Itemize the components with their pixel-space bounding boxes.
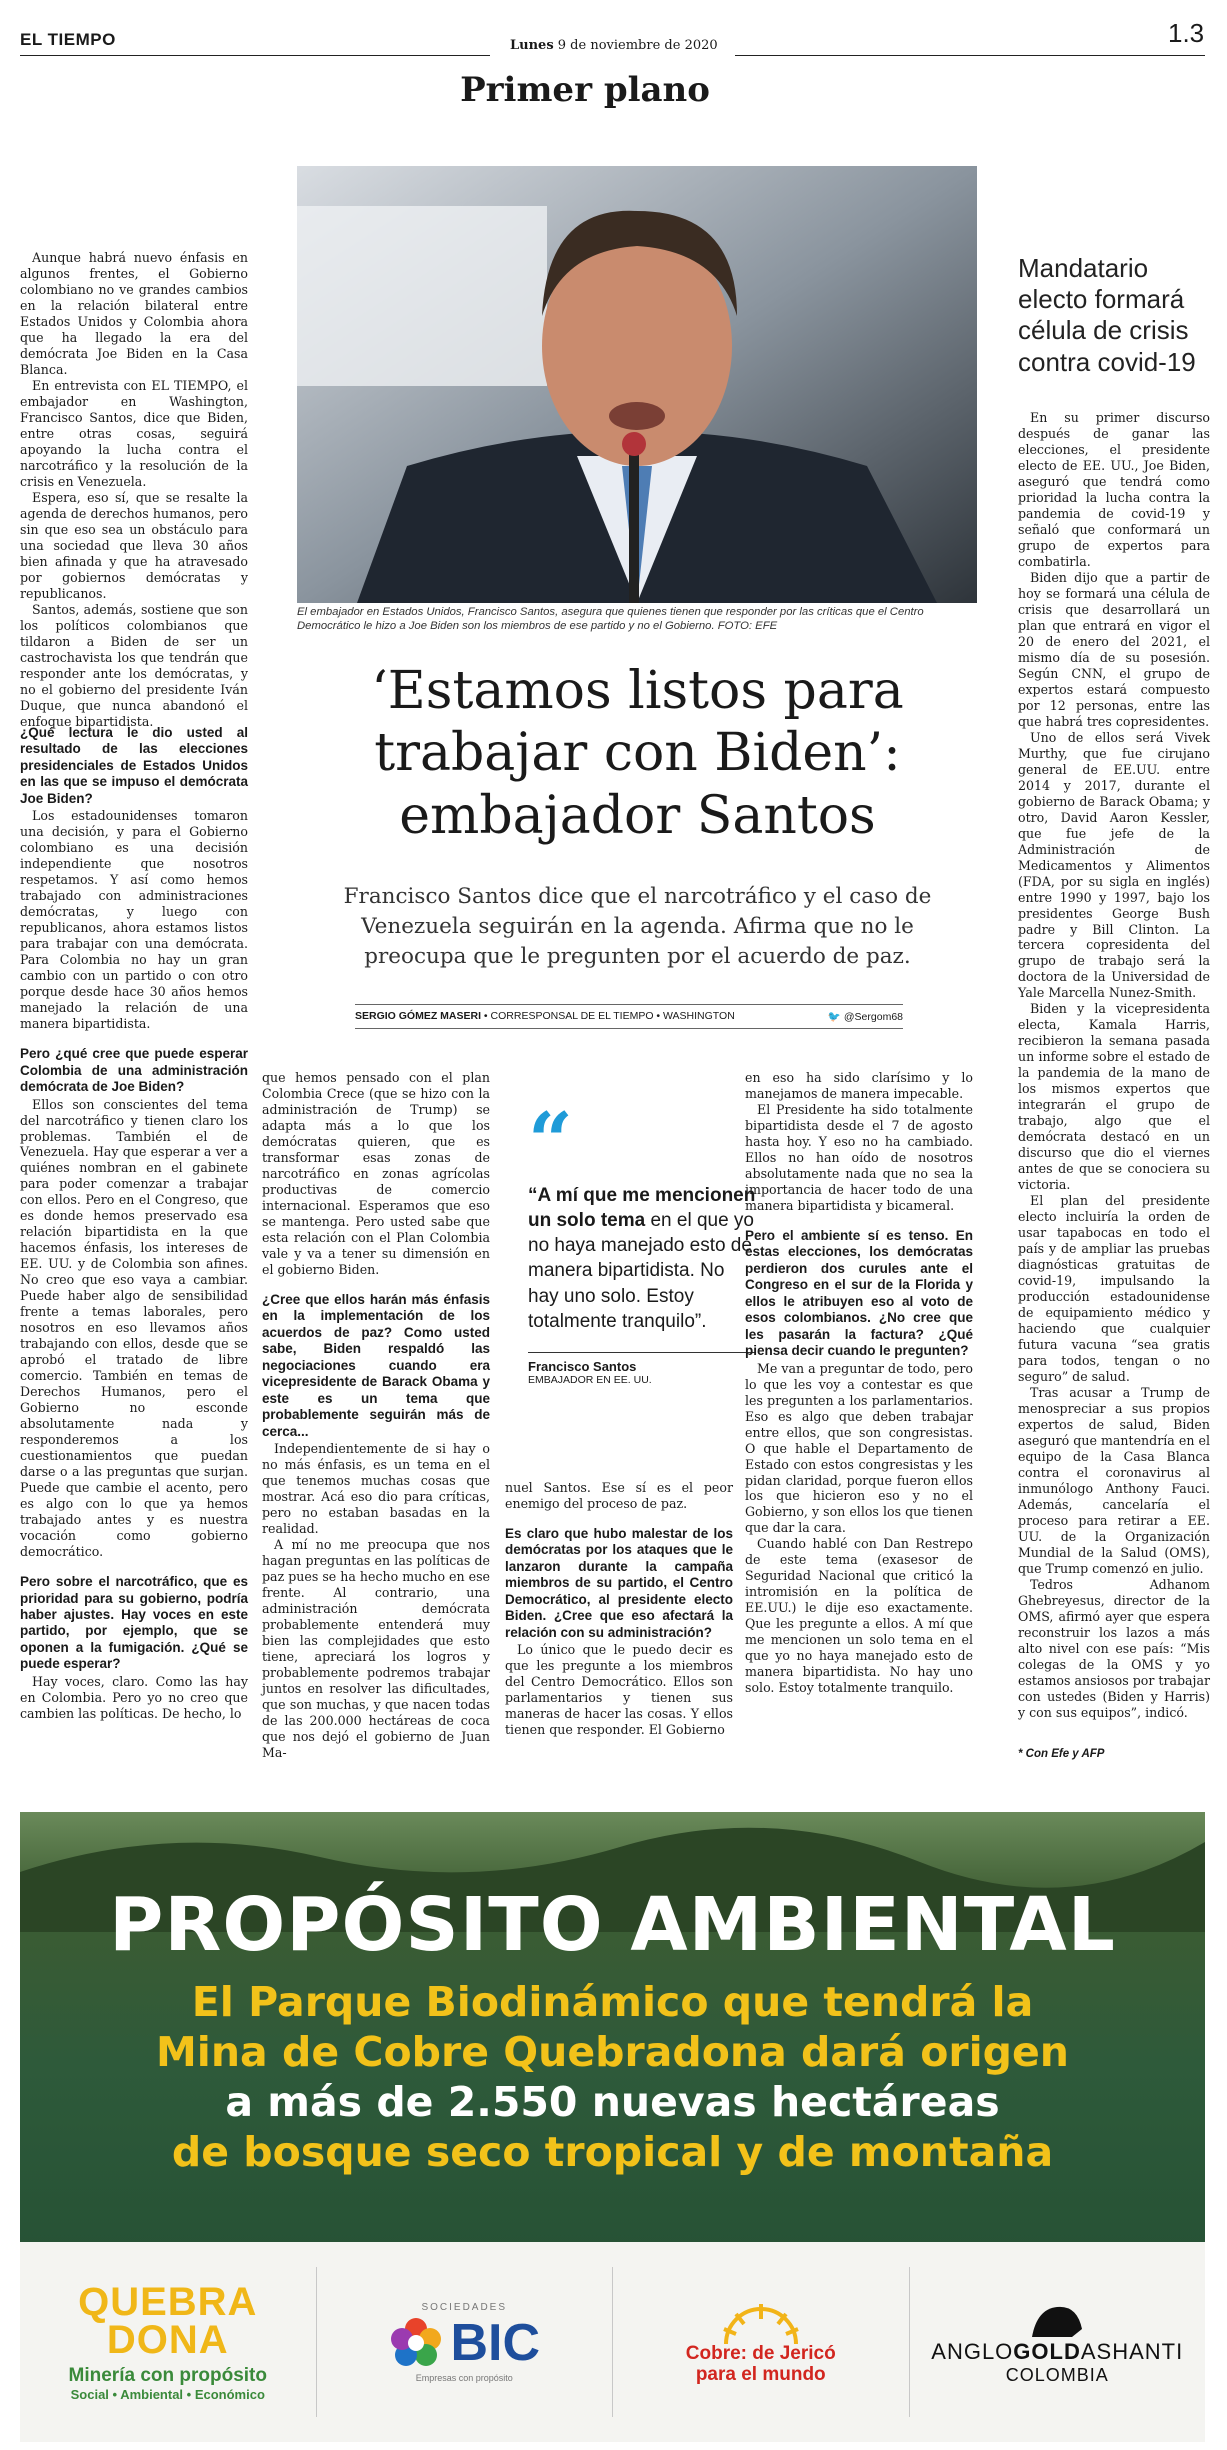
sidebar-body: En su primer discurso después de ganar las elecciones, el presidente electo de EE. UU., Joe Biden, aseguró que tendrá como prioridad la lucha contra la pandemia de covid-19 y señaló que conformará un grupo de expertos para combatirla. Biden dijo que a partir de hoy se formará una célula de crisis que desarrollará un plan que entrará en vigor el 20 de enero del 2021, el mismo día de su posesión. Según CNN, el grupo de expertos estará compuesto por 12 personas, entre las que habrá tres copresidentes. Uno de ellos será Vivek Murthy, que fue cirujano general de EE.UU. entre 2014 y 2017, durante el gobierno de Barack Obama; y otro, David Aaron Kessler, que fue jefe de la Administración de Medicamentos y Alimentos (FDA, por su sigla en inglés) entre 1990 y 1997, bajo los presidentes George Bush padre y Bill Clinton. La tercera copresidenta del grupo de trabajo será la doctora de la Universidad de Yale Marcella Nunez-Smith. Biden y la vicepresidenta electa, Kamala Harris, recibieron la semana pasada un informe sobre el estado de la pandemia de la mano de los mismos expertos que integrarán el grupo de trabajo, algo que el demócrata destacó en un discurso que dio el viernes antes de que se conociera su victoria. El plan del presidente electo incluiría la orden de usar tapabocas en todo el país y de ampliar las pruebas diagnósticas gratuitas de covid-19, impulsando la producción estadounidense de equipamiento médico y haciendo que cualquier futura vacuna “sea gratis para todos, tengan o no seguro” de salud. Tras acusar a Trump de menospreciar a sus propios expertos de salud, Biden aseguró que mantendría en el equipo de la Casa Blanca contra el coronavirus al inmunólogo Anthony Fauci. Además, cancelaría el proceso para retirar a EE. UU. de la Organización Mundial de la Salud (OMS), que Trump comenzó en julio. Tedros Adhanom Ghebreyesus, director de la OMS, afirmó ayer que espera reconstruir los lazos a más alto nivel con ese país: “Mis colegas de la OMS y yo estamos ansiosos por trabajar con ustedes (Biden y Harris) y con sus equipos”, indicó. [1018,410,1210,1720]
question-5: Es claro que hubo malestar de los demócratas por los ataques que le lanzaron durante la campaña miembros de su partido, el Centro Democrático, al presidente electo Biden. ¿Cree que eso afectará la relación con su administración? [505,1525,733,1640]
question-3: Pero sobre el narcotráfico, que es prioridad para su gobierno, podría haber ajustes. Hay voces en este partido, por ejemplo, que se oponen a la fumigación. ¿Qué se puede esperar? [20,1574,248,1672]
article-column-3: nuel Santos. Ese sí es el peor enemigo del proceso de paz. Es claro que hubo malestar de los demócratas por los ataques que le lanzaron durante la campaña miembros de su partido, el Centro Democrático, al presidente electo Biden. ¿Cree que eso afectará la relación con su administración? Lo único que le puedo decir es que les pregunte a los miembros del Centro Democrático. Ellos son parlamentarios y tienen sus maneras de hacer las cosas. Y ellos tienen que responder. El Gobierno [505,1480,733,1738]
header-rule-right [735,55,1205,56]
anglogold-ashanti-logo: ANGLOGOLDASHANTI COLOMBIA [910,2267,1206,2417]
article-column-1: ¿Qué lectura le dio usted al resultado de las elecciones presidenciales de Estados Unidos en las que se impuso el demócrata Joe Biden? Los estadounidenses tomaron una decisión, y para el Gobierno colombiano es una decisión independiente que nosotros respetamos. Y así como hemos trabajado con administraciones demócratas, y luego con republicanos, ahora estamos listos para trabajar con una demócrata. Para Colombia no hay un gran cambio con un partido o con otro porque desde hace 30 años hemos manejado la relación de una manera bipartidista. Pero ¿qué cree que puede esperar Colombia de una administración demócrata de Joe Biden? Ellos son conscientes del tema del narcotráfico y tienen claro los problemas. También el de Venezuela. Hay que esperar a ver a quiénes nombran en el gabinete para poder comenzar a trabajar con ellos. Pero en el Congreso, que es donde hemos preservado esa relación bipartidista en la que hacemos énfasis, los intereses de EE. UU. y de Colombia son afines. No creo que eso vaya a cambiar. Puede haber algo de sensibilidad frente a temas laborales, pero nosotros en eso llevamos años trabajando con ellos, desde que se aprobó el tratado de libre comercio. También en temas de Derechos Humanos, pero el Gobierno no esconde absolutamente nada y responderemos a los cuestionamientos que puedan darse o a las preguntas que surjan. Puede que cambie el acento, pero es algo con lo que ya hemos trabajado antes y es nuestra vocación como gobierno democrático. Pero sobre el narcotráfico, que es prioridad para su gobierno, podría haber ajustes. Hay voces en este partido, por ejemplo, que se oponen a la fumigación. ¿Qué se puede esperar? Hay voces, claro. Como las hay en Colombia. Pero yo no creo que cambien las políticas. De hecho, lo [20,725,248,1721]
twitter-icon: 🐦 [827,1011,841,1023]
quebradona-logo: QUEBRA DONA Minería con propósito Social • Ambiental • Económico [20,2267,317,2417]
byline: SERGIO GÓMEZ MASERI • CORRESPONSAL DE EL TIEMPO • WASHINGTON 🐦 @Sergom68 [355,1004,903,1029]
page-number: 1.3 [1168,18,1205,48]
ad-subtitle-line: El Parque Biodinámico que tendrá la [191,1978,1034,2026]
quote-mark-icon: “ [528,1096,573,1187]
header-rule-left [20,55,490,56]
pull-quote: “ “A mí que me mencionen un solo tema en el que yo no haya manejado esto de manera bipartidista. No hay uno solo. Estoy totalmente tranquilo”. Francisco Santos EMBAJADOR EN EE. UU. [528,1096,756,1386]
lion-icon [1027,2299,1087,2339]
quote-author: Francisco Santos [528,1352,756,1374]
article-column-4: en eso ha sido clarísimo y lo manejamos de manera impecable. El Presidente ha sido totalmente bipartidista desde el 7 de agosto hasta hoy. Y eso no ha cambiado. Ellos no han oído de nosotros absolutamente nada que no sea la importancia de hacer todo de una manera bipartidista y bicameral. Pero el ambiente sí es tenso. En estas elecciones, los demócratas perdieron dos curules ante el Congreso en el sur de la Florida y ellos le atribuyen eso al voto de esos colombianos. ¿No cree que les pasarán la factura? ¿Qué piensa decir cuando le pregunten? Me van a preguntar de todo, pero lo que les voy a contestar es que les pregunten a los parlamentarios. Eso es algo que deben trabajar entre ellos, que son congresistas. O que hable el Departamento de Estado con estos congresistas y les pidan claridad, porque fueron ellos los que hicieron eso y no el Gobierno, y son ellos los que tienen que dar la cara. Cuando hablé con Dan Restrepo de este tema (exasesor de Seguridad Nacional que criticó la intromisión en la política de EE.UU.) le dije eso exactamente. Que les pregunte a ellos. A mí que me mencionen un solo tema en el que yo no haya manejado esto de manera bipartidista. No hay uno solo. Estoy totalmente tranquilo. [745,1070,973,1696]
ad-subtitle-line: de bosque seco tropical y de montaña [171,2128,1054,2177]
ad-title: PROPÓSITO AMBIENTAL [109,1882,1116,1968]
photo-caption: El embajador en Estados Unidos, Francisco Santos, asegura que quienes tienen que responder por las críticas que el Centro Democrático le hizo a Joe Biden son los miembros de ese partido y no el Gobierno. FOTO: EFE [297,606,924,633]
section-title: Primer plano [460,70,710,110]
question-2: Pero ¿qué cree que puede esperar Colombia de una administración demócrata de Joe Biden? [20,1046,248,1095]
article-headline: ‘Estamos listos para trabajar con Biden’: embajador Santos [371,661,904,846]
ad-subtitle-line: Mina de Cobre Quebradona dará origen [155,2028,1069,2077]
article-dek: Francisco Santos dice que el narcotráfico y el caso de Venezuela seguirán en la agenda. Afirma que no le preocupa que le pregunten por el acuerdo de paz. [343,884,932,970]
main-photo [297,166,977,603]
ad-subtitle [50,1977,1175,2177]
sources-note: * Con Efe y AFP [1018,1748,1105,1760]
question-6: Pero el ambiente sí es tenso. En estas elecciones, los demócratas perdieron dos curules ante el Congreso en el sur de la Florida y ellos le atribuyen eso al voto de esos colombianos. ¿No cree que les pasarán la factura? ¿Qué piensa decir cuando le pregunten? [745,1227,973,1359]
twitter-handle[interactable]: 🐦 @Sergom68 [827,1011,903,1023]
newspaper-brand: EL TIEMPO [20,30,116,49]
intro-column: Aunque habrá nuevo énfasis en algunos frentes, el Gobierno colombiano no ve grandes cambios en la relación bilateral entre Estados Unidos y Colombia ahora que ha llegado la era del demócrata Joe Biden en la Casa Blanca. En entrevista con EL TIEMPO, el embajador en Washington, Francisco Santos, dice que Biden, entre otras cosas, seguirá apoyando la lucha contra el narcotráfico y la resolución de la crisis en Venezuela. Espera, eso sí, que se resalte la agenda de derechos humanos, pero sin que eso sea un obstáculo para una sociedad que lleva 30 años bien afinada y que ha atravesado por gobiernos demócratas y republicanos. Santos, además, sostiene que son los políticos colombianos que tildaron a Biden de ser un castrochavista los que tendrán que responder ante los demócratas, y no el gobierno del presidente Iván Duque, que nunca abandonó el enfoque bipartidista. [20,250,248,729]
jerico-logo: Cobre: de Jericó para el mundo [613,2267,910,2417]
sociedades-bic-logo: SOCIEDADES BIC Empresas con propósito [317,2267,614,2417]
sun-rays-icon [716,2299,806,2344]
quote-author-role: EMBAJADOR EN EE. UU. [528,1373,652,1386]
sidebar-title: Mandatario electo formará célula de crisis contra covid-19 [1018,253,1196,377]
question-4: ¿Cree que ellos harán más énfasis en la implementación de los acuerdos de paz? Como usted sabe, Biden respaldó las negociaciones cuando era vicepresidente de Barack Obama y este es un tema que probablemente seguirán más de cerca... [262,1291,490,1439]
author-name: SERGIO GÓMEZ MASERI [355,1010,482,1022]
ambassador-photo-illustration [297,166,977,603]
question-1: ¿Qué lectura le dio usted al resultado de las elecciones presidenciales de Estados Unidos en las que se impuso el demócrata Joe Biden? [20,725,248,806]
issue-date: Lunes 9 de noviembre de 2020 [510,38,718,53]
ad-subtitle-line: a más de 2.550 nuevas hectáreas [225,2078,1000,2127]
ad-logo-strip [20,2242,1205,2442]
bic-flower-icon [388,2315,444,2371]
advertisement[interactable] [20,1812,1205,2442]
article-column-2: que hemos pensado con el plan Colombia Crece (que se hizo con la administración de Trump) se adapta más a lo que los demócratas quieren, que es transformar esas zonas de narcotráfico en zonas agrícolas productivas de comercio internacional. Esperamos que eso se mantenga. Pero usted sabe que esta relación con el Plan Colombia vale y va a tener su dimensión en el gobierno Biden. ¿Cree que ellos harán más énfasis en la implementación de los acuerdos de paz? Como usted sabe, Biden respaldó las negociaciones cuando era vicepresidente de Barack Obama y este es un tema que probablemente seguirán más de cerca... Independientemente de si hay o no más énfasis, es un tema en el que tenemos muchas cosas que mostrar. Acá eso dio para críticas, pero no estaban basadas en la realidad. A mí no me preocupa que nos hagan preguntas en las políticas de paz pues se ha hecho mucho en ese frente. Al contrario, una administración demócrata probablemente entenderá muy bien las complejidades que esto tiene, apreciará los logros y probablemente podremos trabajar juntos en resolver las dificultades, que son muchas, y que nacen todas de las 200.000 hectáreas de coca que nos dejó el gobierno de Juan Ma- [262,1070,490,1760]
